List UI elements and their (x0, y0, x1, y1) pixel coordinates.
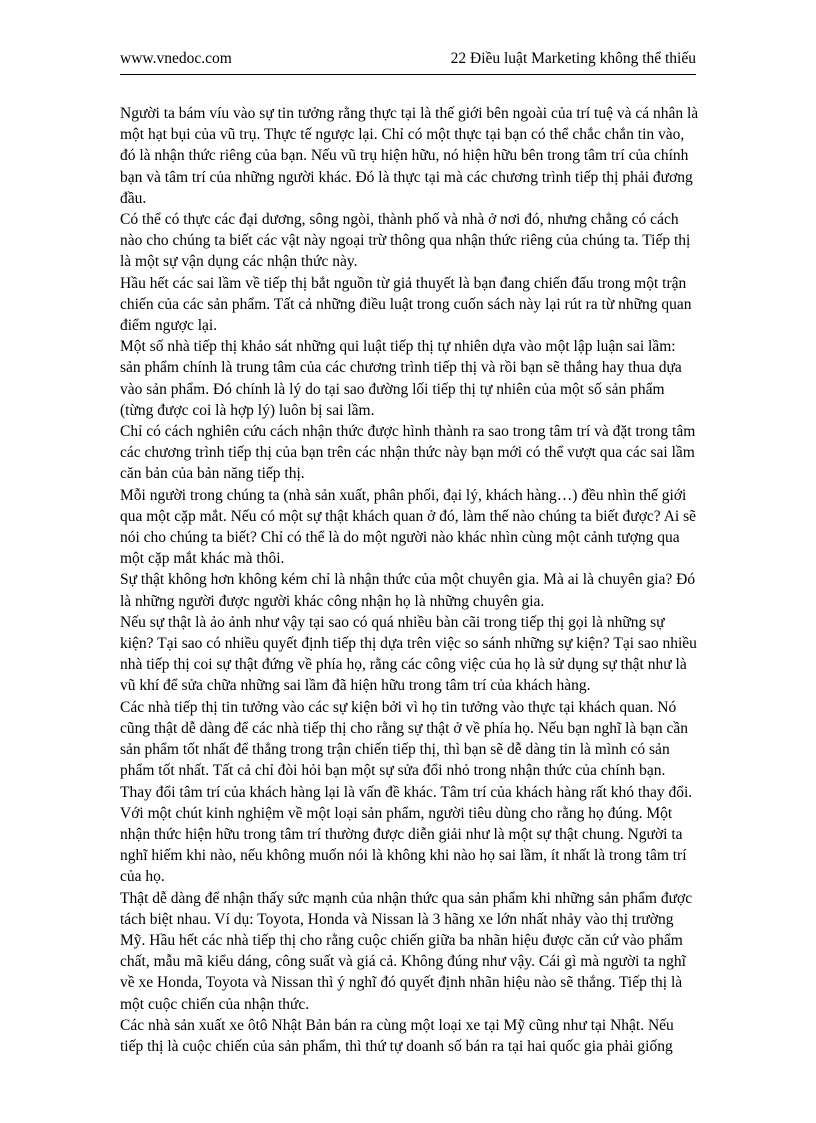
header-site: www.vnedoc.com (120, 50, 232, 67)
header-title: 22 Điều luật Marketing không thể thiếu (450, 50, 696, 67)
paragraph: Có thể có thực các đại dương, sông ngòi, thành phố và nhà ở nơi đó, nhưng chẳng có cách nào cho chúng ta biết các vật này ngoại trừ thông qua nhận thức riêng của chúng ta. Tiếp thị là một sự vận dụng các nhận thức này. (120, 211, 691, 271)
paragraph: Thay đổi tâm trí của khách hàng lại là vấn đề khác. Tâm trí của khách hàng rất khó thay đổi. Với một chút kinh nghiệm về một loại sản phẩm, người tiêu dùng cho rằng họ đúng. Một nhận thức hiện hữu trong tâm trí thường được diễn giải như là một sự thật chung. Người ta nghĩ hiếm khi nào, nếu không muốn nói là không khi nào họ sai lầm, ít nhất là trong tâm trí của họ. (120, 783, 693, 886)
paragraph: Người ta bám víu vào sự tin tưởng rằng thực tại là thế giới bên ngoài của trí tuệ và cá nhân là một hạt bụi của vũ trụ. Thực tế ngược lại. Chỉ có một thực tại bạn có thể chắc chắn tin vào, đó là nhận thức riêng của bạn. Nếu vũ trụ hiện hữu, nó hiện hữu bên trong tâm trí của chính bạn và tâm trí của những người khác. Đó là thực tại mà các chương trình tiếp thị phải đương đầu. (120, 105, 699, 207)
paragraph: Các nhà tiếp thị tin tưởng vào các sự kiện bởi vì họ tin tưởng vào thực tại khách quan. Nó cũng thật dễ dàng để các nhà tiếp thị cho rằng sự thật ở về phía họ. Nếu bạn nghĩ là bạn cần sản phẩm tốt nhất để thắng trong trận chiến tiếp thị, thì bạn sẽ dễ dàng tin là mình có sản phẩm tốt nhất. Tất cả chỉ đòi hỏi bạn một sự sửa đổi nhỏ trong nhận thức của chính bạn. (120, 698, 688, 780)
paragraph: Sự thật không hơn không kém chỉ là nhận thức của một chuyên gia. Mà ai là chuyên gia? Đó là những người được người khác công nhận họ là những chuyên gia. (120, 571, 696, 610)
paragraph: Nếu sự thật là ảo ảnh như vậy tại sao có quá nhiều bàn cãi trong tiếp thị gọi là những sự kiện? Tại sao có nhiều quyết định tiếp thị dựa trên việc so sánh những sự kiện? Tại sao nhiều nhà tiếp thị coi sự thật đứng về phía họ, rằng các công việc của họ là sử dụng sự thật như là vũ khí để sửa chữa những sai lầm đã hiện hữu trong tâm trí của khách hàng. (120, 613, 697, 695)
paragraph: Mỗi người trong chúng ta (nhà sản xuất, phân phối, đại lý, khách hàng…) đều nhìn thế giới qua một cặp mắt. Nếu có một sự thật khách quan ở đó, làm thế nào chúng ta biết được? Ai sẽ nói cho chúng ta biết? Chỉ có thể là do một người nào khác nhìn cùng một cảnh tượng qua một cặp mắt khác mà thôi. (120, 486, 696, 568)
paragraph: Các nhà sản xuất xe ôtô Nhật Bản bán ra cùng một loại xe tại Mỹ cũng như tại Nhật. Nếu tiếp thị là cuộc chiến của sản phẩm, thì thứ tự doanh số bán ra tại hai quốc gia phải giống (120, 1016, 674, 1055)
paragraph: Chỉ có cách nghiên cứu cách nhận thức được hình thành ra sao trong tâm trí và đặt trong tâm các chương trình tiếp thị của bạn trên các nhận thức này bạn mới có thể vượt qua các sai lầm căn bản của bản năng tiếp thị. (120, 423, 696, 483)
body-text (120, 103, 700, 1057)
paragraph: Một số nhà tiếp thị khảo sát những qui luật tiếp thị tự nhiên dựa vào một lập luận sai lầm: sản phẩm chính là trung tâm của các chương trình tiếp thị và rồi bạn sẽ thắng hay thua dựa vào sản phẩm. Đó chính là lý do tại sao đường lối tiếp thị tự nhiên của một số sản phẩm (từng được coi là hợp lý) luôn bị sai lầm. (120, 338, 682, 419)
paragraph: Thật dễ dàng để nhận thấy sức mạnh của nhận thức qua sản phẩm khi những sản phẩm được tách biệt nhau. Ví dụ: Toyota, Honda và Nissan là 3 hãng xe lớn nhất nhảy vào thị trường Mỹ. Hầu hết các nhà tiếp thị cho rằng cuộc chiến giữa ba nhãn hiệu được căn cứ vào phẩm chất, mẫu mã kiểu dáng, công suất và giá cả. Không đúng như vậy. Cái gì mà người ta nghĩ về xe Honda, Toyota và Nissan thì ý nghĩ đó quyết định nhãn hiệu nào sẽ thắng. Tiếp thị là một cuộc chiến của nhận thức. (120, 889, 693, 1013)
header-rule (120, 74, 696, 75)
paragraph: Hầu hết các sai lầm về tiếp thị bắt nguồn từ giả thuyết là bạn đang chiến đấu trong một trận chiến của các sản phẩm. Tất cả những điều luật trong cuốn sách này lại rút ra từ những quan điểm ngược lại. (120, 274, 692, 335)
